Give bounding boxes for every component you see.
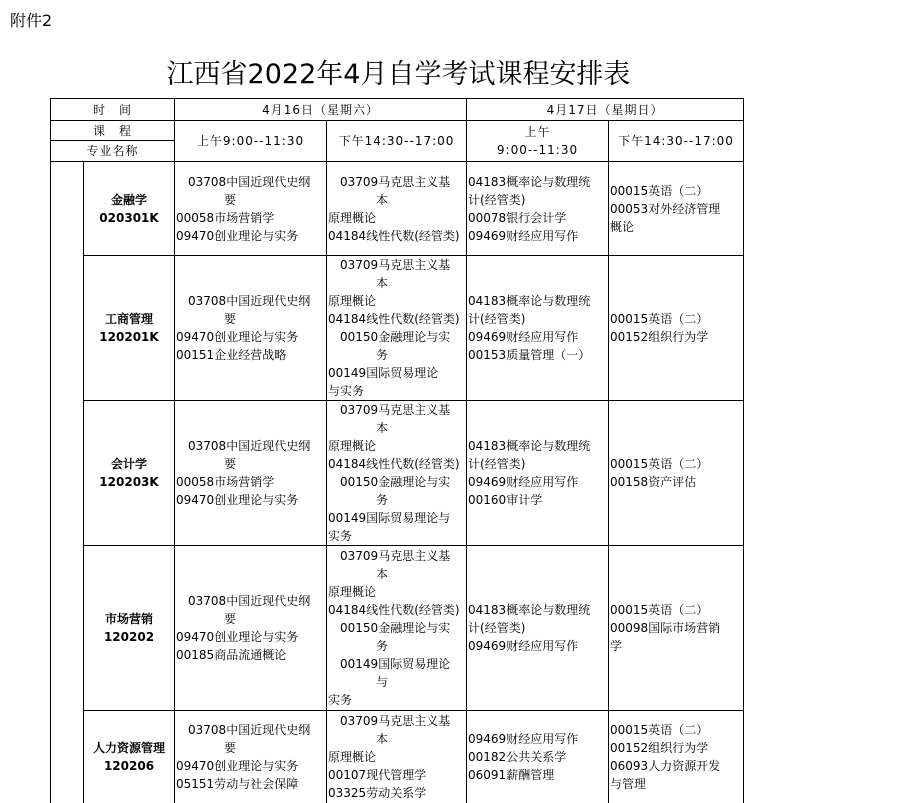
course-line: 00158资产评估 (610, 475, 697, 489)
header-slot1: 上午9:00--11:30 (175, 121, 327, 162)
course-cell-slot2 (327, 162, 467, 256)
attachment-label: 附件2 (10, 11, 53, 30)
course-cell-slot1 (175, 401, 327, 546)
course-cell-slot4 (609, 546, 744, 711)
course-line: 00058市场营销学 (176, 210, 275, 225)
header-slot4: 下午14:30--17:00 (609, 121, 744, 162)
course-line: 与实务 (328, 384, 365, 398)
major-code: 120201K (99, 330, 159, 344)
course-line: 03708中国近现代史纲 (176, 439, 311, 453)
course-line: 00098国际市场营销 (610, 621, 721, 635)
course-cell-slot4 (609, 256, 744, 401)
major-name: 市场营销 (105, 612, 154, 626)
course-cell-slot3 (467, 162, 609, 256)
course-line: 04183概率论与数理统 (468, 439, 591, 453)
course-cell-slot2 (327, 401, 467, 546)
course-cell-slot1 (175, 546, 327, 711)
header-course: 课 程 (51, 121, 175, 141)
course-line: 00150金融理论与实 (328, 330, 451, 344)
course-line: 与 (328, 675, 389, 689)
course-line: 03709马克思主义基 (328, 174, 451, 189)
course-line: 计(经管类) (468, 457, 526, 471)
course-line: 本 (328, 567, 389, 581)
header-day1: 4月16日（星期六） (175, 99, 467, 121)
course-line: 00015英语（二） (610, 457, 709, 471)
major-name: 人力资源管理 (93, 740, 166, 755)
course-line: 03709马克思主义基 (328, 549, 451, 563)
major-code: 120202 (103, 630, 155, 644)
course-line: 00058市场营销学 (176, 475, 275, 489)
course-line: 原理概论 (328, 439, 377, 453)
course-line: 03709马克思主义基 (328, 713, 451, 728)
course-line: 06091薪酬管理 (468, 767, 555, 782)
header-slot3-line1: 上午 (524, 125, 551, 139)
major-code: 020301K (99, 210, 159, 225)
course-line: 09469财经应用写作 (468, 731, 579, 746)
course-line: 09469财经应用写作 (468, 228, 579, 243)
course-line: 04184线性代数(经管类) (328, 457, 460, 471)
table-row (51, 256, 744, 401)
header-time: 时 间 (51, 99, 175, 121)
course-line: 原理概论 (328, 749, 377, 764)
course-line: 03709马克思主义基 (328, 258, 451, 272)
course-line: 计(经管类) (468, 621, 526, 635)
header-day2: 4月17日（星期日） (467, 99, 744, 121)
major-code: 120203K (99, 475, 159, 489)
course-line: 06093人力资源开发 (610, 758, 721, 773)
course-line: 04183概率论与数理统 (468, 294, 591, 308)
course-line: 概论 (610, 219, 635, 234)
header-slot3-line2: 9:00--11:30 (496, 143, 579, 157)
course-line: 要 (176, 457, 237, 471)
course-cell-slot1 (175, 256, 327, 401)
course-cell-slot2 (327, 546, 467, 711)
course-line: 00152组织行为学 (610, 330, 709, 344)
course-line: 实务 (328, 693, 353, 707)
course-line: 05151劳动与社会保障 (176, 776, 299, 791)
course-line: 本 (328, 421, 389, 435)
course-line: 00153质量管理（一） (468, 348, 591, 362)
major-cell (84, 401, 175, 546)
course-line: 本 (328, 731, 389, 746)
course-line: 务 (328, 639, 389, 653)
course-line: 09470创业理论与实务 (176, 330, 299, 344)
page-title: 江西省2022年4月自学考试课程安排表 (166, 59, 631, 90)
course-line: 03708中国近现代史纲 (176, 294, 311, 308)
course-line: 00149国际贸易理论 (328, 657, 451, 671)
course-line: 09469财经应用写作 (468, 330, 579, 344)
table-row (51, 162, 744, 256)
major-code: 120206 (103, 758, 155, 773)
course-line: 04184线性代数(经管类) (328, 312, 460, 326)
course-line: 原理概论 (328, 210, 377, 225)
course-line: 与管理 (610, 776, 647, 791)
course-cell-slot3 (467, 711, 609, 803)
table-row (51, 546, 744, 711)
course-line: 03708中国近现代史纲 (176, 594, 311, 608)
course-cell-slot3 (467, 546, 609, 711)
course-line: 04183概率论与数理统 (468, 174, 591, 189)
course-line: 00015英语（二） (610, 722, 709, 737)
course-line: 计(经管类) (468, 192, 526, 207)
course-line: 00151企业经营战略 (176, 348, 287, 362)
course-line: 00149国际贸易理论与 (328, 511, 451, 525)
table-row (51, 401, 744, 546)
course-cell-slot3 (467, 256, 609, 401)
course-line: 09469财经应用写作 (468, 639, 579, 653)
course-line: 学 (610, 639, 623, 653)
course-line: 00160审计学 (468, 493, 543, 507)
course-line: 03709马克思主义基 (328, 403, 451, 417)
course-line: 00053对外经济管理 (610, 201, 721, 216)
course-line: 09470创业理论与实务 (176, 758, 299, 773)
course-line: 00015英语（二） (610, 183, 709, 198)
course-line: 00185商品流通概论 (176, 648, 287, 662)
course-line: 09469财经应用写作 (468, 475, 579, 489)
major-name: 金融学 (111, 192, 148, 207)
course-line: 00015英语（二） (610, 312, 709, 326)
course-cell-slot1 (175, 162, 327, 256)
schedule-table (50, 98, 744, 803)
course-line: 本 (328, 276, 389, 290)
course-line: 务 (328, 493, 389, 507)
course-cell-slot4 (609, 162, 744, 256)
course-line: 03708中国近现代史纲 (176, 722, 311, 737)
course-line: 00150金融理论与实 (328, 475, 451, 489)
header-slot2: 下午14:30--17:00 (327, 121, 467, 162)
course-line: 原理概论 (328, 585, 377, 599)
course-cell-slot3 (467, 401, 609, 546)
course-cell-slot4 (609, 711, 744, 803)
header-slot3 (467, 121, 609, 162)
course-line: 04184线性代数(经管类) (328, 603, 460, 617)
course-cell-slot1 (175, 711, 327, 803)
course-line: 务 (328, 348, 389, 362)
course-line: 00152组织行为学 (610, 740, 709, 755)
course-line: 00078银行会计学 (468, 210, 567, 225)
course-line: 09470创业理论与实务 (176, 493, 299, 507)
course-cell-slot2 (327, 256, 467, 401)
course-cell-slot2 (327, 711, 467, 803)
course-line: 00107现代管理学 (328, 767, 427, 782)
major-cell (84, 162, 175, 256)
course-line: 00150金融理论与实 (328, 621, 451, 635)
table-row (51, 711, 744, 803)
course-line: 本 (328, 192, 389, 207)
major-cell (84, 256, 175, 401)
major-name: 会计学 (111, 457, 148, 471)
course-line: 原理概论 (328, 294, 377, 308)
major-cell (84, 546, 175, 711)
course-line: 09470创业理论与实务 (176, 228, 299, 243)
course-line: 实务 (328, 529, 353, 543)
course-line: 03325劳动关系学 (328, 785, 427, 800)
header-major: 专业名称 (51, 141, 175, 162)
major-name: 工商管理 (105, 312, 154, 326)
course-line: 04183概率论与数理统 (468, 603, 591, 617)
course-line: 03708中国近现代史纲 (176, 174, 311, 189)
course-line: 00149国际贸易理论 (328, 366, 439, 380)
major-cell (84, 711, 175, 803)
course-line: 00182公共关系学 (468, 749, 567, 764)
course-line: 09470创业理论与实务 (176, 630, 299, 644)
course-line: 要 (176, 612, 237, 626)
course-line: 要 (176, 312, 237, 326)
course-line: 要 (176, 192, 237, 207)
course-line: 计(经管类) (468, 312, 526, 326)
course-line: 04184线性代数(经管类) (328, 228, 460, 243)
course-line: 要 (176, 740, 237, 755)
course-cell-slot4 (609, 401, 744, 546)
course-line: 00015英语（二） (610, 603, 709, 617)
spacer-column (51, 162, 84, 803)
